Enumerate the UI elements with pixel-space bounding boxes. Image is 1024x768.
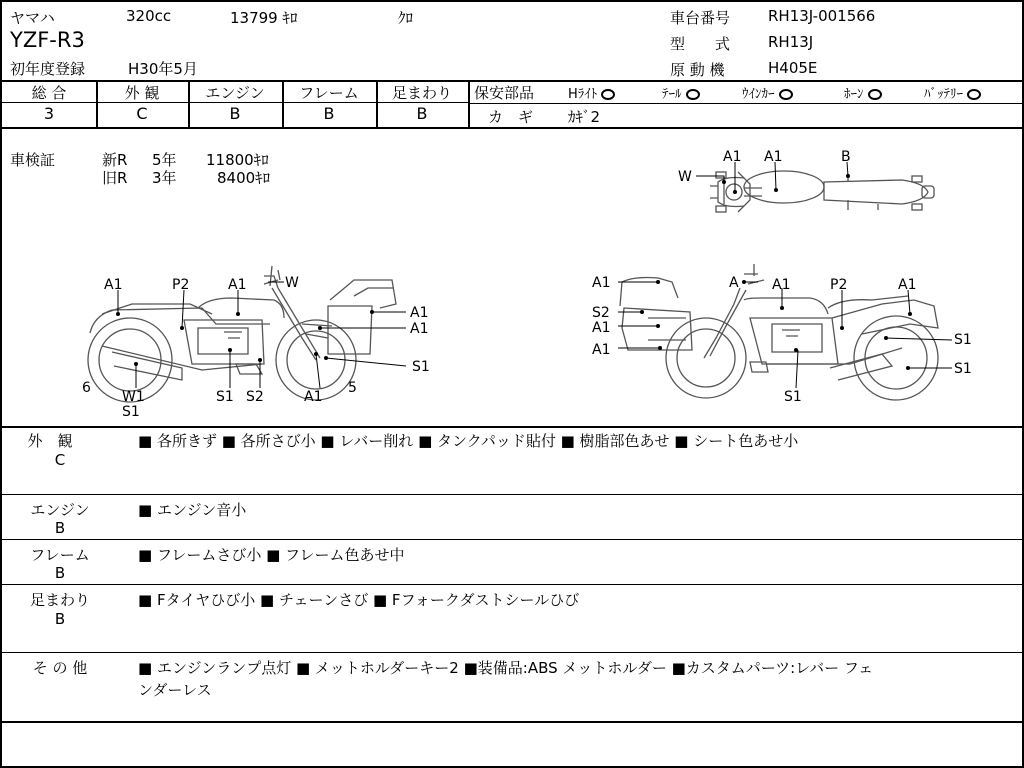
diagram-label: A1 bbox=[898, 277, 917, 293]
grade-value-engine: B bbox=[229, 104, 241, 123]
ok-circle-icon bbox=[868, 89, 882, 100]
safety-label: 保安部品 bbox=[474, 84, 535, 102]
grade-value-suspension: B bbox=[416, 104, 428, 123]
diagram-label: S1 bbox=[954, 361, 972, 377]
note-text: ■ フレームさび小 ■ フレーム色あせ中 bbox=[138, 546, 405, 564]
grade-value-frame: B bbox=[323, 104, 335, 123]
note-text: ■ エンジン音小 bbox=[138, 501, 247, 519]
note-category: 外 観 bbox=[27, 432, 73, 450]
diagram-label: W1 bbox=[122, 389, 145, 405]
diagram-label: S1 bbox=[122, 404, 140, 420]
ok-circle-icon bbox=[601, 89, 615, 100]
inspection-new-price: 11800ｷﾛ bbox=[206, 151, 269, 169]
diagram-label: S1 bbox=[412, 359, 430, 375]
engine-label: 原 動 機 bbox=[670, 61, 725, 79]
safety-item-label: Hﾗｲﾄ bbox=[568, 87, 598, 102]
grade-value-overall: 3 bbox=[43, 104, 55, 123]
note-grade: B bbox=[54, 610, 66, 628]
grade-header-overall: 総 合 bbox=[31, 84, 67, 102]
grade-header-exterior: 外 観 bbox=[124, 84, 160, 102]
ok-circle-icon bbox=[967, 89, 981, 100]
diagram-label: A bbox=[729, 275, 739, 291]
key-value: ｶｷﾞ2 bbox=[568, 108, 601, 126]
ok-circle-icon bbox=[686, 89, 700, 100]
note-grade: B bbox=[54, 564, 66, 582]
diagram-label: A1 bbox=[304, 389, 323, 405]
first-registration-value: H30年5月 bbox=[128, 60, 198, 78]
diagram-label: A1 bbox=[410, 321, 429, 337]
diagram-label: A1 bbox=[592, 342, 611, 358]
note-text: ■ Fタイヤひび小 ■ チェーンさび ■ Fフォークダストシールひび bbox=[138, 591, 580, 609]
note-text-continued: ンダーレス bbox=[138, 681, 212, 699]
engine-value: H405E bbox=[768, 59, 818, 77]
color: ｸﾛ bbox=[398, 9, 414, 27]
divider bbox=[2, 584, 1024, 585]
diagram-label: P2 bbox=[172, 277, 190, 293]
diagram-label: A1 bbox=[104, 277, 123, 293]
diagram-label: S1 bbox=[784, 389, 802, 405]
note-category: 足まわり bbox=[29, 591, 90, 609]
diagram-label: A1 bbox=[592, 275, 611, 291]
mileage: 13799 ｷﾛ bbox=[230, 9, 298, 27]
diagram-label: A1 bbox=[410, 305, 429, 321]
divider bbox=[468, 103, 1024, 104]
diagram-label: A1 bbox=[592, 320, 611, 336]
inspection-old-years: 3年 bbox=[152, 169, 177, 187]
safety-item-label: ﾃｰﾙ bbox=[662, 87, 682, 102]
diagram-label: 6 bbox=[82, 380, 91, 396]
diagram-label: A1 bbox=[228, 277, 247, 293]
divider bbox=[2, 426, 1024, 428]
safety-item-label: ｳｲﾝｶｰ bbox=[742, 87, 775, 102]
safety-item-battery bbox=[924, 83, 981, 102]
note-text: ■ エンジンランプ点灯 ■ メットホルダーキー2 ■装備品:ABS メットホルダー ■カスタムパーツ:レバー フェ bbox=[138, 659, 874, 677]
diagram-label: A1 bbox=[723, 149, 742, 165]
type-value: RH13J bbox=[768, 33, 814, 51]
first-registration-label: 初年度登録 bbox=[10, 60, 86, 78]
grade-header-frame: フレーム bbox=[299, 84, 359, 102]
grade-header-engine: エンジン bbox=[205, 84, 265, 102]
diagram-label: P2 bbox=[830, 277, 848, 293]
inspection-new-years: 5年 bbox=[152, 151, 177, 169]
divider bbox=[2, 652, 1024, 653]
inspection-old-price: 8400ｷﾛ bbox=[217, 169, 271, 187]
grade-header-suspension: 足まわり bbox=[391, 84, 452, 102]
diagram-label: B bbox=[841, 149, 851, 165]
grade-value-exterior: C bbox=[136, 104, 148, 123]
diagram-label: S2 bbox=[246, 389, 264, 405]
maker: ヤマハ bbox=[10, 9, 55, 27]
diagram-label: 5 bbox=[348, 380, 357, 396]
divider bbox=[2, 494, 1024, 495]
type-label: 型 式 bbox=[670, 35, 731, 53]
frame-no-label: 車台番号 bbox=[670, 9, 731, 27]
key-label: カ ギ bbox=[488, 108, 534, 126]
displacement: 320cc bbox=[126, 7, 172, 25]
diagram-label: A1 bbox=[764, 149, 783, 165]
divider bbox=[2, 721, 1024, 723]
safety-item-winker bbox=[742, 83, 793, 102]
note-text: ■ 各所きず ■ 各所さび小 ■ レバー削れ ■ タンクパッド貼付 ■ 樹脂部色あせ ■ シート色あせ小 bbox=[138, 432, 799, 450]
divider bbox=[468, 80, 470, 127]
safety-item-horn bbox=[844, 83, 882, 102]
damage-diagram bbox=[2, 128, 1024, 426]
note-category: エンジン bbox=[30, 501, 90, 519]
divider bbox=[2, 539, 1024, 540]
inspection-old-label: 旧R bbox=[102, 169, 128, 187]
note-grade: B bbox=[54, 519, 66, 537]
diagram-label: S1 bbox=[216, 389, 234, 405]
diagram-label: S2 bbox=[592, 305, 610, 321]
safety-item-tail bbox=[662, 83, 700, 102]
note-category: フレーム bbox=[30, 546, 90, 564]
inspection-label: 車検証 bbox=[10, 151, 56, 169]
safety-item-headlight bbox=[568, 83, 615, 102]
diagram-label: W bbox=[285, 275, 299, 291]
inspection-new-label: 新R bbox=[102, 151, 128, 169]
frame-no-value: RH13J-001566 bbox=[768, 7, 876, 25]
note-grade: C bbox=[54, 451, 66, 469]
diagram-label: S1 bbox=[954, 332, 972, 348]
diagram-label: A1 bbox=[772, 277, 791, 293]
ok-circle-icon bbox=[779, 89, 793, 100]
model-name: YZF-R3 bbox=[10, 28, 85, 52]
bike-top-view bbox=[710, 171, 934, 212]
diagram-label: W bbox=[678, 169, 692, 185]
safety-item-label: ﾊﾞｯﾃﾘｰ bbox=[924, 87, 963, 102]
note-category: そ の 他 bbox=[32, 659, 88, 677]
damage-dots bbox=[116, 174, 912, 370]
safety-item-label: ﾎｰﾝ bbox=[844, 87, 864, 102]
